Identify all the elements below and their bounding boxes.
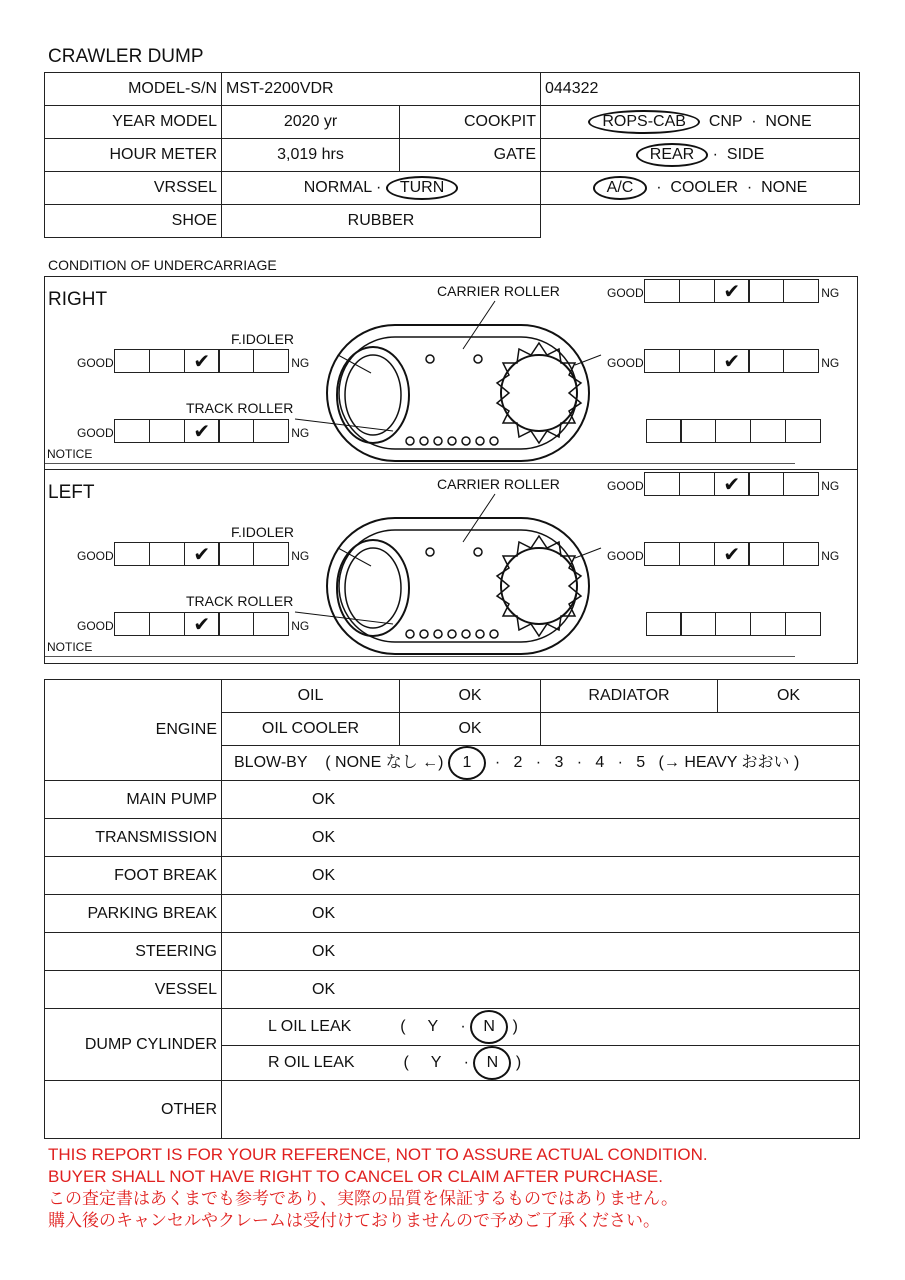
rating-box	[114, 612, 150, 636]
rating-box	[715, 419, 751, 443]
good-label: GOOD	[77, 426, 114, 440]
blowby-level: 4	[595, 754, 605, 771]
idler-rating	[75, 349, 311, 373]
separator: ·	[494, 754, 501, 771]
model-sn-label: MODEL-S/N	[45, 73, 222, 106]
rating-box	[785, 612, 821, 636]
sprocket-rating	[605, 542, 841, 566]
rating-box-checked: ✔	[714, 279, 750, 303]
carrier-rating	[605, 279, 841, 303]
rating-box	[783, 472, 819, 496]
blowby-label: BLOW-BY	[234, 754, 308, 771]
rating-box	[149, 349, 185, 373]
inspection-table	[44, 679, 860, 1139]
carrier-roller-label: CARRIER ROLLER	[437, 476, 560, 492]
radiator-value: OK	[718, 680, 860, 713]
good-label: GOOD	[77, 619, 114, 633]
year-label: YEAR MODEL	[45, 106, 222, 139]
table-row-label: TRANSMISSION	[45, 819, 222, 857]
separator: ·	[535, 754, 542, 771]
table-row-value: OK	[222, 857, 860, 895]
rating-box	[748, 279, 784, 303]
shoe-label: SHOE	[45, 205, 222, 238]
idler-label: F.IDOLER	[231, 524, 295, 540]
rating-box	[253, 612, 289, 636]
leak-yes: Y	[430, 1054, 442, 1071]
rating-box	[218, 612, 254, 636]
cookpit-label: COOKPIT	[400, 106, 541, 139]
oil-label: OIL	[222, 680, 400, 713]
l-oil-leak-label: L OIL LEAK	[268, 1018, 352, 1035]
rating-box	[680, 612, 716, 636]
ng-label: NG	[821, 479, 840, 493]
separator: ·	[656, 179, 662, 196]
rating-box	[646, 419, 682, 443]
good-label: GOOD	[77, 549, 114, 563]
hour-value: 3,019 hrs	[222, 139, 400, 172]
track-roller-rating	[75, 612, 311, 636]
table-row-value: OK	[222, 971, 860, 1009]
separator: ·	[576, 754, 583, 771]
blowby-level: 2	[513, 754, 523, 771]
disclaimer-line: この査定書はあくまでも参考であり、実際の品質を保証するものではありません。	[48, 1189, 679, 1208]
ac-option-cooler: COOLER	[670, 179, 738, 196]
ng-label: NG	[291, 549, 310, 563]
right-undercarriage-section	[44, 276, 858, 470]
ng-label: NG	[821, 356, 840, 370]
rating-box	[218, 542, 254, 566]
vessel-option-normal: NORMAL	[303, 179, 372, 196]
table-row-value: OK	[222, 781, 860, 819]
rating-box	[114, 419, 150, 443]
ng-label: NG	[291, 619, 310, 633]
separator: ·	[751, 113, 757, 130]
r-oil-leak-label: R OIL LEAK	[268, 1054, 355, 1071]
rating-box	[680, 419, 716, 443]
table-row-label: MAIN PUMP	[45, 781, 222, 819]
spec-table	[44, 72, 860, 238]
cookpit-option-none: NONE	[765, 113, 812, 130]
separator: ·	[712, 146, 718, 163]
serial-value: 044322	[541, 73, 860, 106]
radiator-label: RADIATOR	[541, 680, 718, 713]
year-value: 2020 yr	[222, 106, 400, 139]
model-value: MST-2200VDR	[222, 73, 541, 106]
disclaimer	[48, 1144, 708, 1232]
paren: (	[400, 1018, 406, 1035]
shoe-value: RUBBER	[222, 205, 541, 238]
rating-box	[644, 349, 680, 373]
rating-box-checked: ✔	[714, 542, 750, 566]
good-label: GOOD	[607, 356, 644, 370]
disclaimer-line: 購入後のキャンセルやクレームは受付けておりませんので予めご了承ください。	[48, 1211, 660, 1230]
rating-box-checked: ✔	[184, 419, 220, 443]
separator: ·	[617, 754, 623, 771]
left-label: LEFT	[48, 482, 95, 503]
other-value	[222, 1081, 860, 1139]
rating-box	[114, 542, 150, 566]
spare-rating	[647, 612, 821, 636]
table-row-label: VESSEL	[45, 971, 222, 1009]
gate-label: GATE	[400, 139, 541, 172]
notice-label: NOTICE	[47, 640, 93, 654]
carrier-roller-label: CARRIER ROLLER	[437, 283, 560, 299]
rating-box	[679, 472, 715, 496]
rating-box	[748, 542, 784, 566]
blowby-none-label: ( NONE なし ←)	[325, 754, 444, 771]
separator: ·	[746, 179, 753, 196]
rating-box	[149, 612, 185, 636]
rating-box	[679, 349, 715, 373]
rating-box	[715, 612, 751, 636]
track-diagram	[285, 490, 605, 660]
blowby-selected: 1	[448, 746, 486, 780]
ng-label: NG	[821, 286, 840, 300]
ac-options	[541, 172, 860, 205]
rating-box-checked: ✔	[714, 349, 750, 373]
rating-box	[644, 279, 680, 303]
rating-box	[149, 542, 185, 566]
vessel-label: VRSSEL	[45, 172, 222, 205]
carrier-rating	[605, 472, 841, 496]
rating-box	[218, 349, 254, 373]
leak-no-selected: N	[473, 1046, 511, 1080]
vessel-selected: TURN	[386, 176, 458, 200]
rating-box	[679, 542, 715, 566]
good-label: GOOD	[607, 549, 644, 563]
rating-box	[114, 349, 150, 373]
l-oil-leak-row	[222, 1009, 860, 1046]
separator: ·	[376, 179, 382, 196]
ac-option-none: NONE	[761, 179, 808, 196]
blowby-level: 5	[636, 754, 646, 771]
rating-box	[253, 542, 289, 566]
rating-box	[785, 419, 821, 443]
blowby-heavy-label: (→ HEAVY おおい )	[658, 754, 800, 771]
rating-box	[253, 419, 289, 443]
oil-value: OK	[400, 680, 541, 713]
ac-selected: A/C	[593, 176, 648, 200]
cookpit-option-cnp: CNP	[708, 113, 743, 130]
dump-cylinder-label: DUMP CYLINDER	[45, 1009, 222, 1081]
idler-label: F.IDOLER	[231, 331, 295, 347]
table-row-value: OK	[222, 895, 860, 933]
spare-rating	[647, 419, 821, 443]
good-label: GOOD	[607, 479, 644, 493]
table-row-label: FOOT BREAK	[45, 857, 222, 895]
hour-label: HOUR METER	[45, 139, 222, 172]
idler-rating	[75, 542, 311, 566]
sprocket-rating	[605, 349, 841, 373]
paren: (	[403, 1054, 409, 1071]
rating-box	[644, 542, 680, 566]
cookpit-selected: ROPS-CAB	[588, 110, 700, 134]
report-title: CRAWLER DUMP	[48, 46, 204, 67]
vessel-options	[222, 172, 541, 205]
r-oil-leak-row	[222, 1046, 860, 1081]
blowby-level: 3	[554, 754, 564, 771]
rating-box	[748, 349, 784, 373]
notice-label: NOTICE	[47, 447, 93, 461]
engine-label: ENGINE	[45, 680, 222, 781]
disclaimer-line: BUYER SHALL NOT HAVE RIGHT TO CANCEL OR CLAIM AFTER PURCHASE.	[48, 1167, 663, 1186]
leak-yes: Y	[427, 1018, 439, 1035]
left-undercarriage-section	[44, 470, 858, 664]
track-roller-label: TRACK ROLLER	[186, 400, 294, 416]
gate-option-side: SIDE	[726, 146, 765, 163]
separator: ·	[460, 1018, 466, 1035]
rating-box	[783, 349, 819, 373]
table-row-value: OK	[222, 933, 860, 971]
rating-box	[679, 279, 715, 303]
oil-cooler-value: OK	[400, 713, 541, 746]
ng-label: NG	[291, 426, 310, 440]
undercarriage-title: CONDITION OF UNDERCARRIAGE	[48, 257, 277, 273]
ng-label: NG	[291, 356, 310, 370]
leak-no-selected: N	[470, 1010, 508, 1044]
rating-box-checked: ✔	[184, 612, 220, 636]
rating-box	[783, 279, 819, 303]
disclaimer-line: THIS REPORT IS FOR YOUR REFERENCE, NOT TO ASSURE ACTUAL CONDITION.	[48, 1145, 708, 1164]
gate-options	[541, 139, 860, 172]
table-row-value: OK	[222, 819, 860, 857]
right-label: RIGHT	[48, 289, 108, 310]
paren: )	[515, 1054, 522, 1071]
track-roller-rating	[75, 419, 311, 443]
paren: )	[512, 1018, 518, 1035]
rating-box-checked: ✔	[184, 542, 220, 566]
gate-selected: REAR	[636, 143, 708, 167]
rating-box	[253, 349, 289, 373]
oil-cooler-label: OIL COOLER	[222, 713, 400, 746]
table-row-label: STEERING	[45, 933, 222, 971]
rating-box	[750, 419, 786, 443]
rating-box	[218, 419, 254, 443]
good-label: GOOD	[607, 286, 644, 300]
good-label: GOOD	[77, 356, 114, 370]
table-row-label: PARKING BREAK	[45, 895, 222, 933]
cookpit-options	[541, 106, 860, 139]
rating-box	[149, 419, 185, 443]
rating-box-checked: ✔	[714, 472, 750, 496]
other-label: OTHER	[45, 1081, 222, 1139]
rating-box	[644, 472, 680, 496]
rating-box	[750, 612, 786, 636]
ng-label: NG	[821, 549, 840, 563]
track-roller-label: TRACK ROLLER	[186, 593, 294, 609]
blowby-row	[222, 746, 860, 781]
rating-box	[748, 472, 784, 496]
rating-box-checked: ✔	[184, 349, 220, 373]
track-diagram	[285, 297, 605, 467]
rating-box	[646, 612, 682, 636]
rating-box	[783, 542, 819, 566]
separator: ·	[463, 1054, 469, 1071]
